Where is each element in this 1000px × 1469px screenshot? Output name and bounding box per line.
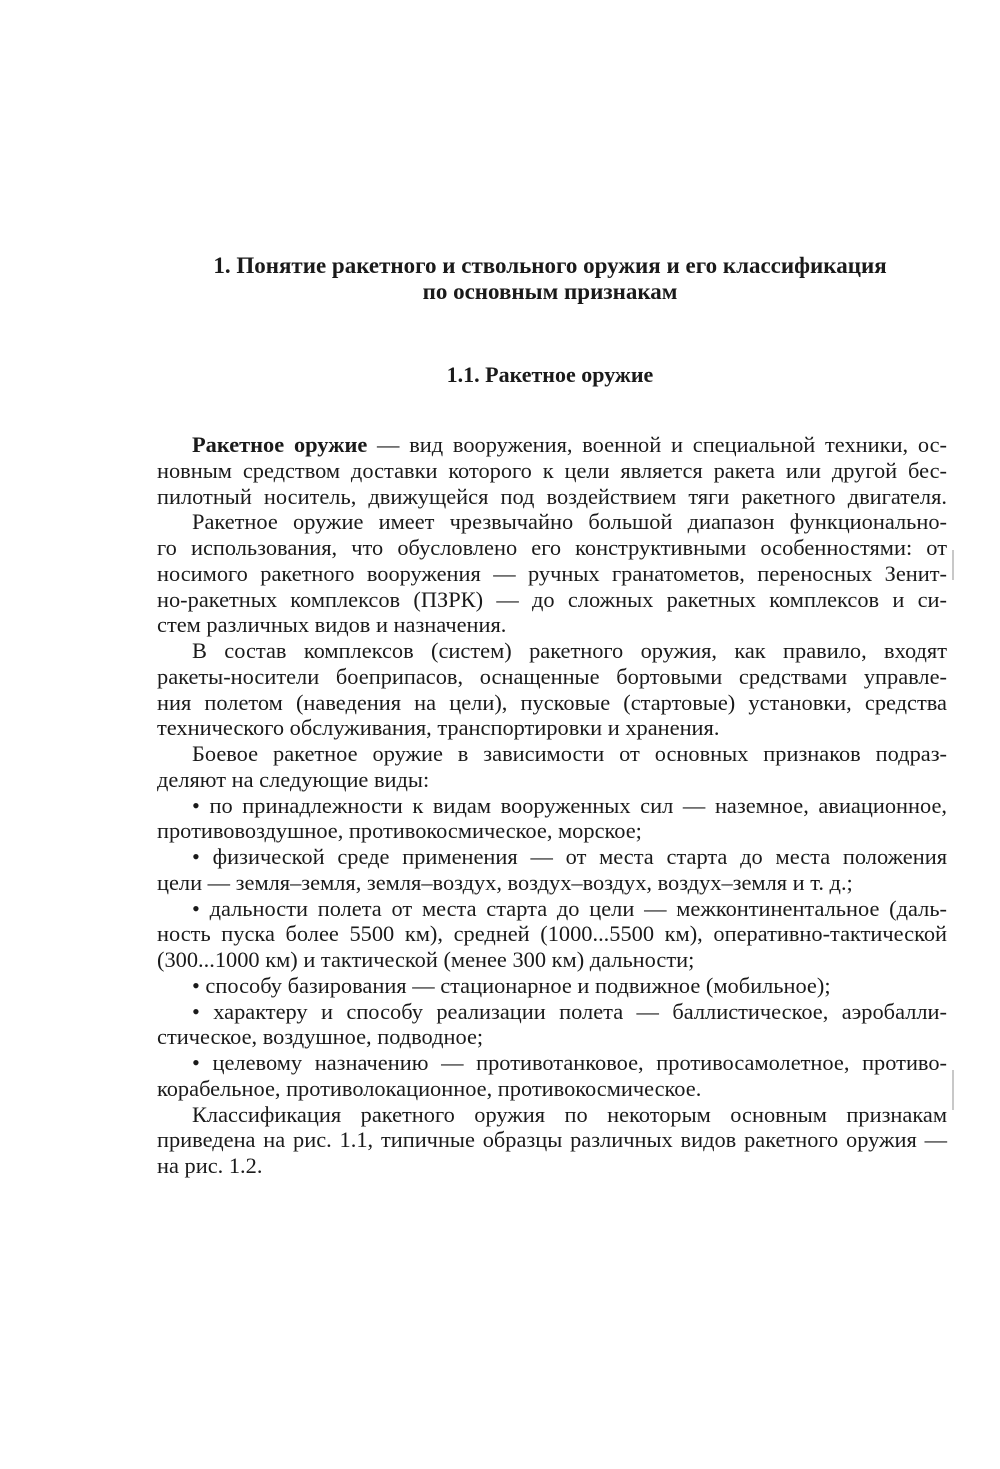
chapter-title-line-1: 1. Понятие ракетного и ствольного оружия и его классификация [213,253,887,278]
bullet-2-line-2: цели — земля–земля, земля–воздух, воздух–воздух, воздух–земля и т. д.; [157,869,853,895]
paragraph-3-line-1: В состав комплексов (систем) ракетного оружия, как правило, входят [192,638,947,663]
paragraph-4-line-1: Боевое ракетное оружие в зависимости от основных признаков подраз- [192,741,947,766]
body-text [157,432,947,1179]
paragraph-2-line-5: стем различных видов и назначения. [157,612,507,638]
definition-line-1-rest: — вид вооружения, военной и специальной техники, ос- [367,432,947,457]
paragraph-2-line-3: носимого ракетного вооружения — ручных гранатометов, переносных Зенит- [157,560,947,586]
paragraph-5-line-3: на рис. 1.2. [157,1153,263,1178]
definition-term: Ракетное оружие [192,432,368,457]
bullet-3-line-1: • дальности полета от места старта до цели — межконтинентальное (даль- [192,895,947,921]
bullet-5-line-2: стическое, воздушное, подводное; [157,1024,484,1050]
paragraph-5-line-1: Классификация ракетного оружия по некоторым основным признакам [192,1101,947,1127]
definition-line-2: новным средством доставки которого к цели является ракета или другой бес- [157,457,947,483]
bullet-6-line-2: корабельное, противолокационное, противокосмическое. [157,1075,702,1101]
bullet-3-line-3: (300...1000 км) и тактической (менее 300 км) дальности; [157,947,695,972]
paragraph-4-line-2: деляют на следующие виды: [157,766,430,792]
scan-margin-mark-2 [952,1070,954,1110]
paragraph-2-line-4: но-ракетных комплексов (ПЗРК) — до сложных ракетных комплексов и си- [157,586,947,612]
chapter-title [100,250,1000,302]
scan-margin-mark-1 [952,550,954,580]
paragraph-3-line-2: ракеты-носители боеприпасов, оснащенные бортовыми средствами управле- [157,663,947,689]
bullet-6-line-1: • целевому назначению — противотанковое, противосамолетное, противо- [192,1050,947,1075]
bullet-4-line-1: • способу базирования — стационарное и подвижное (мобильное); [192,972,831,998]
section-title: 1.1. Ракетное оружие [446,362,654,387]
bullet-1-line-1: • по принадлежности к видам вооруженных сил — наземное, авиационное, [192,792,947,818]
paragraph-2-line-2: го использования, что обусловлено его конструктивными особенностями: от [157,535,947,560]
paragraph-5-line-2: приведена на рис. 1.1, типичные образцы различных видов ракетного оружия — [157,1127,947,1153]
bullet-1-line-2: противовоздушное, противокосмическое, морское; [157,818,642,844]
bullet-5-line-1: • характеру и способу реализации полета — баллистическое, аэробалли- [192,998,947,1024]
paragraph-2-line-1: Ракетное оружие имеет чрезвычайно большой диапазон функционально- [192,509,947,535]
bullet-3-line-2: ность пуска более 5500 км), средней (1000...5500 км), оперативно-тактической [157,921,947,947]
definition-line-3: пилотный носитель, движущейся под воздействием тяги ракетного двигателя. [157,483,947,509]
bullet-2-line-1: • физической среде применения — от места старта до места положения [192,844,947,869]
paragraph-3-line-3: ния полетом (наведения на цели), пусковые (стартовые) установки, средства [157,689,947,715]
paragraph-3-line-4: технического обслуживания, транспортировки и хранения. [157,715,720,741]
definition-line-1 [157,432,947,458]
chapter-title-line-2: по основным признакам [422,278,678,304]
